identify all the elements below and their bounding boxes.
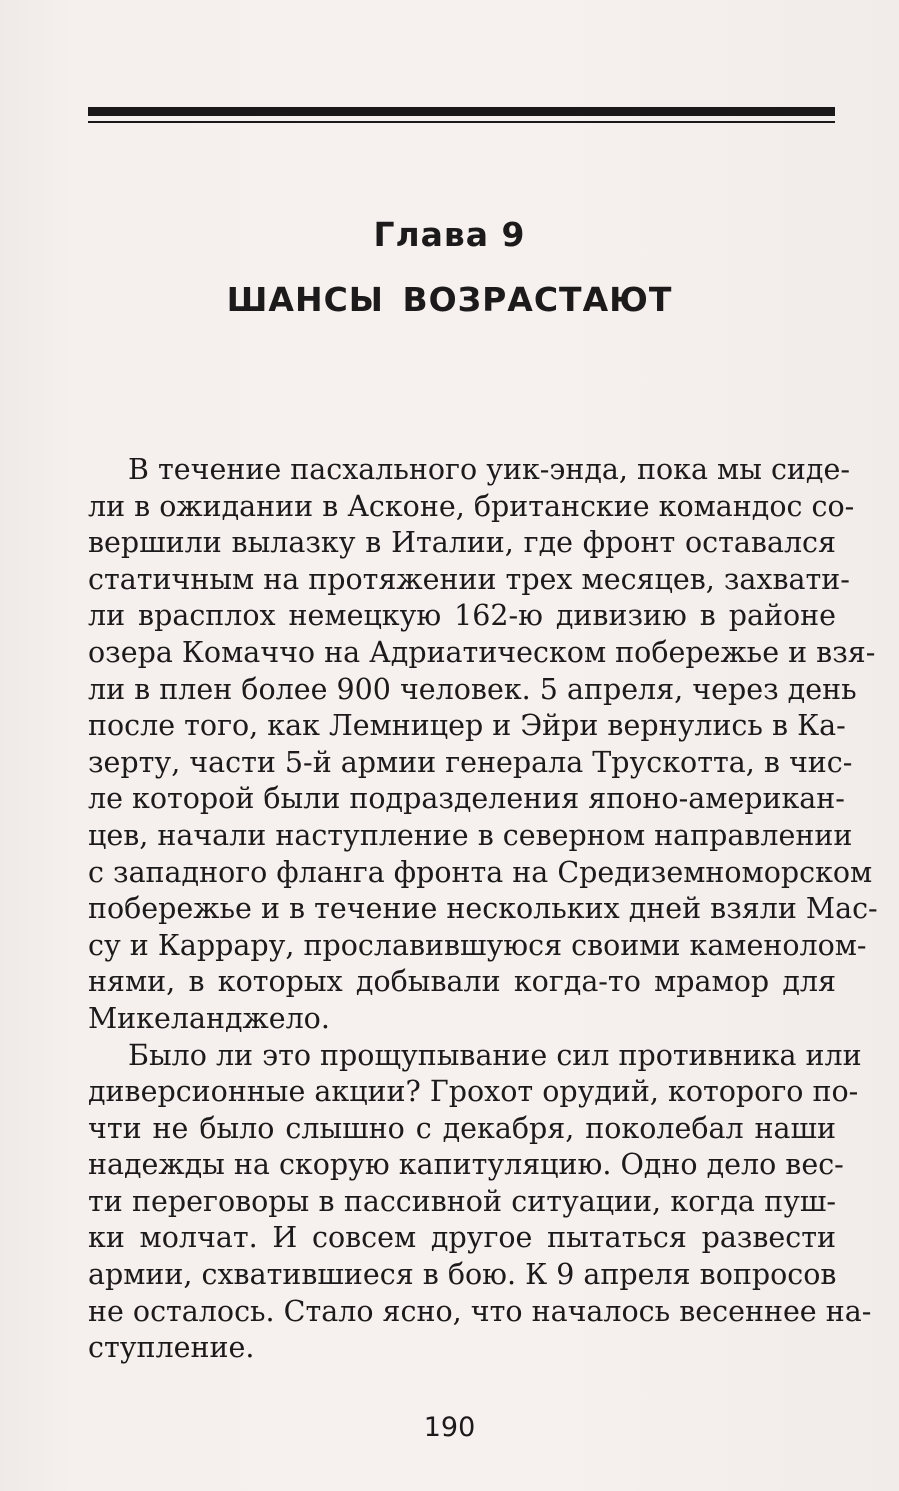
text-line: ки молчат. И совсем другое пытаться развести [88, 1221, 836, 1255]
text-line: ли в плен более 900 человек. 5 апреля, через день [88, 672, 857, 706]
text-line: Микеланджело. [88, 1001, 330, 1035]
chapter-label: Глава 9 [373, 215, 526, 254]
text-line: побережье и в течение нескольких дней взяли Мас- [88, 892, 878, 926]
text-line: не осталось. Стало ясно, что началось весеннее на- [88, 1294, 872, 1328]
text-line: ле которой были подразделения японо-американ- [88, 782, 845, 816]
text-line: надежды на скорую капитуляцию. Одно дело вес- [88, 1148, 844, 1182]
text-line: армии, схватившиеся в бою. К 9 апреля вопросов [88, 1258, 837, 1292]
chapter-title: ШАНСЫ ВОЗРАСТАЮТ [226, 280, 673, 319]
text-line: чти не было слышно с декабря, поколебал наши [88, 1111, 836, 1145]
text-line: озера Комаччо на Адриатическом побережье и взя- [88, 635, 876, 669]
text-line: су и Каррару, прославившуюся своими каменолом- [88, 928, 867, 962]
text-line: вершили вылазку в Италии, где фронт оставался [88, 526, 836, 560]
text-line: после того, как Лемницер и Эйри вернулись в Ка- [88, 709, 846, 743]
text-line: зерту, части 5-й армии генерала Трускотта, в чис- [88, 745, 853, 779]
text-line: ступление. [88, 1331, 255, 1365]
text-line: с западного фланга фронта на Средиземноморском [88, 855, 873, 889]
text-line: диверсионные акции? Грохот орудий, которого по- [88, 1075, 859, 1109]
text-line: ли врасплох немецкую 162-ю дивизию в районе [88, 599, 836, 633]
text-line: ли в ожидании в Асконе, британские командос со- [88, 489, 855, 523]
text-line: статичным на протяжении трех месяцев, захвати- [88, 562, 850, 596]
text-line: нями, в которых добывали когда-то мрамор для [88, 965, 836, 999]
text-line: Было ли это прощупывание сил противника или [128, 1038, 862, 1072]
header-rule-thick [88, 107, 835, 116]
text-line: ти переговоры в пассивной ситуации, когда пуш- [88, 1184, 836, 1218]
text-line: цев, начали наступление в северном направлении [88, 818, 853, 852]
text-line: В течение пасхального уик-энда, пока мы сиде- [128, 453, 850, 486]
page-number: 190 [423, 1412, 476, 1443]
body-text [88, 452, 878, 1367]
header-rule-thin [88, 121, 835, 123]
